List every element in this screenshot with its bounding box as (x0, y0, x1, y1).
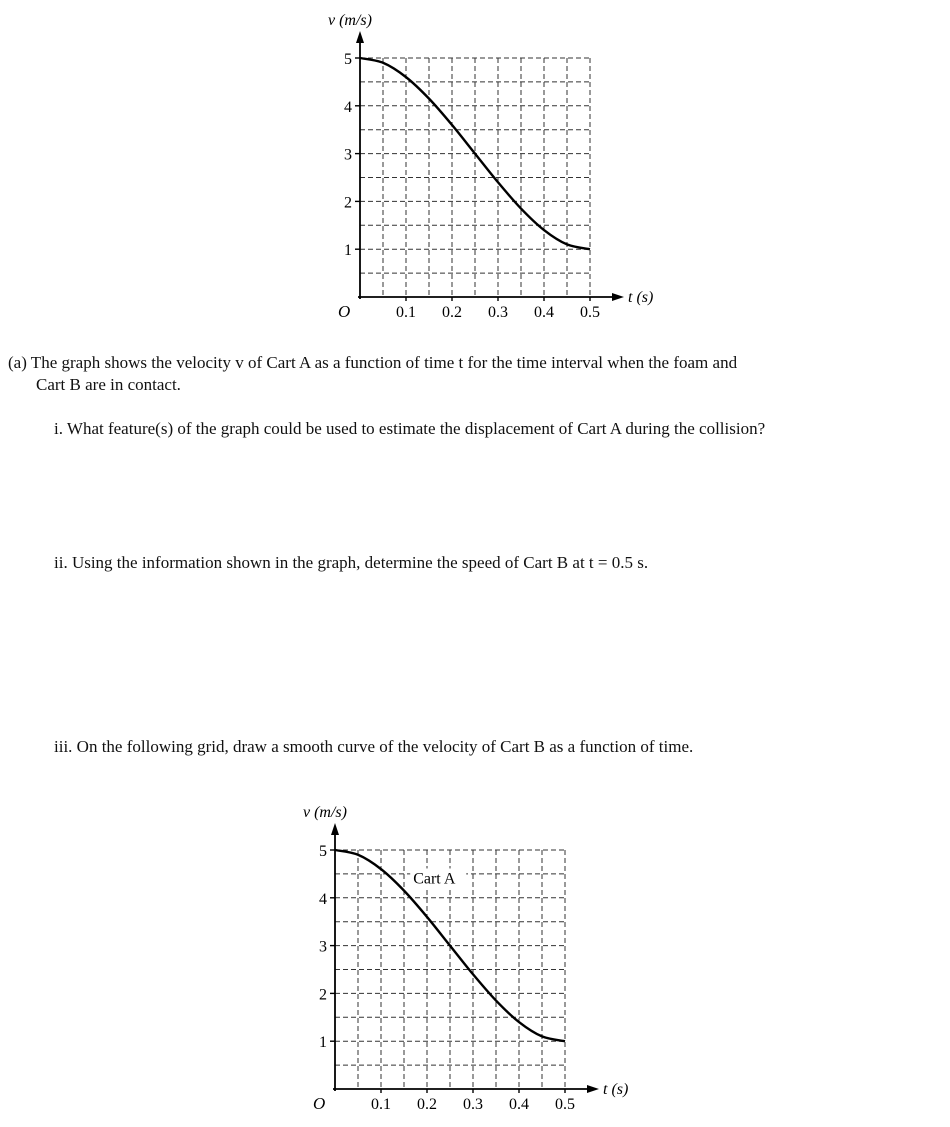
x-tick-label: 0.4 (509, 1096, 529, 1113)
y-axis-arrow-icon (331, 823, 339, 835)
y-tick-label: 1 (344, 242, 352, 260)
x-tick-label: 0.2 (442, 304, 462, 321)
y-tick-label: 1 (319, 1034, 327, 1052)
y-tick-label: 2 (344, 194, 352, 212)
x-tick-label: 0.1 (396, 304, 416, 321)
y-axis-label: v (m/s) (303, 804, 347, 821)
x-tick-label: 0.5 (580, 304, 600, 321)
part-a-intro-line1: (a) The graph shows the velocity v of Cart A as a function of time t for the time interval when the foam and (8, 353, 738, 372)
y-tick-label: 5 (319, 843, 327, 860)
x-axis-label: t (s) (628, 289, 654, 306)
x-tick-label: 0.5 (555, 1096, 575, 1113)
x-axis-arrow-icon (587, 1085, 599, 1093)
y-tick-label: 3 (319, 938, 327, 956)
part-a-intro-line2: Cart B are in contact. (36, 375, 181, 394)
question-i: i. What feature(s) of the graph could be used to estimate the displacement of Cart A during the collision? (54, 419, 766, 438)
x-tick-label: 0.4 (534, 304, 554, 321)
x-tick-label: 0.1 (371, 1096, 391, 1113)
y-tick-label: 3 (344, 146, 352, 164)
question-iii: iii. On the following grid, draw a smooth curve of the velocity of Cart B as a function of time. (54, 737, 694, 756)
y-tick-label: 2 (319, 986, 327, 1004)
y-axis-label: v (m/s) (328, 12, 372, 29)
annotation-cart-a: Cart A (413, 870, 456, 888)
x-tick-label: 0.2 (417, 1096, 437, 1113)
x-tick-label: 0.3 (488, 304, 508, 321)
y-tick-label: 4 (319, 890, 327, 908)
x-axis-arrow-icon (612, 293, 624, 301)
y-tick-label: 5 (344, 51, 352, 68)
origin-label: O (338, 302, 351, 321)
x-tick-label: 0.3 (463, 1096, 483, 1113)
velocity-graph-cart-a (300, 5, 660, 335)
x-axis-label: t (s) (603, 1081, 629, 1098)
y-tick-label: 4 (344, 98, 352, 116)
origin-label: O (313, 1094, 326, 1113)
answer-grid-cart-b[interactable] (275, 797, 635, 1127)
part-a-intro (8, 352, 938, 396)
question-ii: ii. Using the information shown in the graph, determine the speed of Cart B at t = 0.5 s. (54, 553, 649, 572)
y-axis-arrow-icon (356, 31, 364, 43)
